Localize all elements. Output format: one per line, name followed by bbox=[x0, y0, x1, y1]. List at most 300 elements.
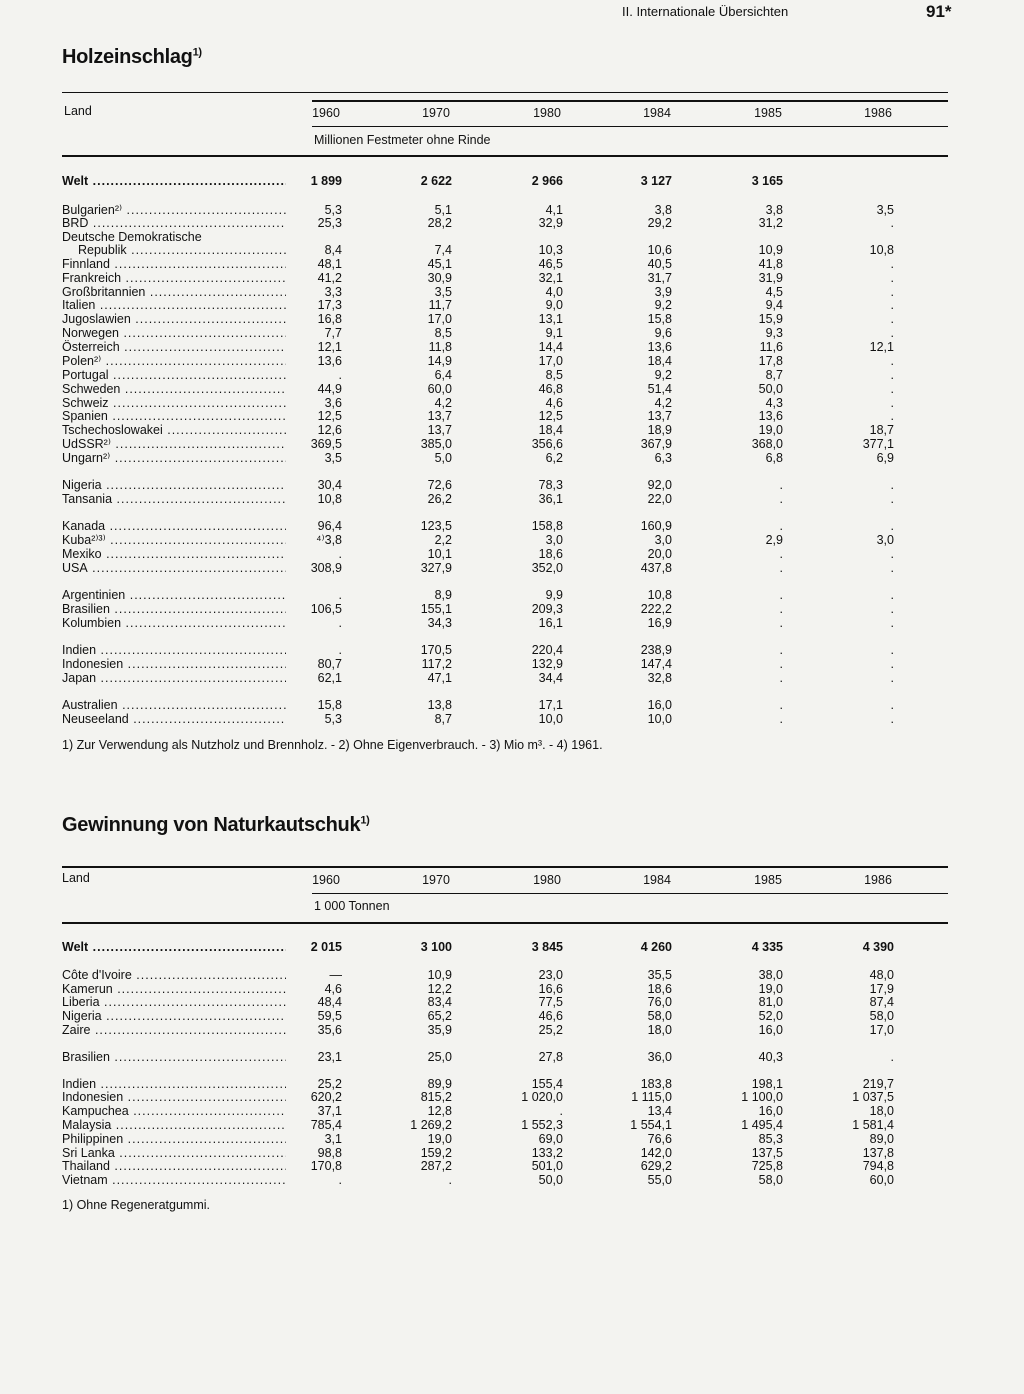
table2-cell: 52,0 bbox=[758, 1009, 783, 1023]
table1-cell: 5,3 bbox=[324, 712, 342, 726]
table2-row bbox=[0, 1132, 1024, 1146]
table1-cell: 9,6 bbox=[654, 326, 672, 340]
table1-cell: 92,0 bbox=[647, 478, 672, 492]
table2-cell: 69,0 bbox=[538, 1132, 563, 1146]
table1-cell: 356,6 bbox=[531, 437, 563, 451]
table1-row-land: Japan ..... bbox=[62, 671, 286, 685]
table1-cell: 62,1 bbox=[317, 671, 342, 685]
table1-cell: 5,0 bbox=[434, 451, 452, 465]
table1-row-land: Indien ..... bbox=[62, 643, 286, 657]
table2-unit: 1 000 Tonnen bbox=[314, 899, 390, 913]
table2-cell: 620,2 bbox=[310, 1090, 342, 1104]
table1-cell: 5,3 bbox=[324, 203, 342, 217]
table2-cell: 19,0 bbox=[758, 982, 783, 996]
table1-cell: 41,8 bbox=[758, 257, 783, 271]
table2-cell: 155,4 bbox=[531, 1077, 563, 1091]
table1-cell: . bbox=[779, 547, 783, 561]
table2-cell: 76,0 bbox=[647, 995, 672, 1009]
table1-cell: 4,5 bbox=[765, 285, 783, 299]
table2-row bbox=[0, 982, 1024, 996]
table2-row bbox=[0, 1009, 1024, 1023]
table1-cell: 1 899 bbox=[310, 174, 342, 188]
table1-cell: 46,8 bbox=[538, 382, 563, 396]
table2-cell: . bbox=[338, 1173, 342, 1187]
table1-cell: 10,3 bbox=[538, 243, 563, 257]
table1-cell: . bbox=[779, 712, 783, 726]
table2-row-land: Liberia ..... bbox=[62, 995, 286, 1009]
table1-cell: . bbox=[779, 519, 783, 533]
table2-cell: 59,5 bbox=[317, 1009, 342, 1023]
table2-footnote: 1) Ohne Regeneratgummi. bbox=[62, 1198, 210, 1212]
table2-cell: 13,4 bbox=[647, 1104, 672, 1118]
table2-top-rule bbox=[62, 866, 948, 868]
table1-cell: 4,2 bbox=[654, 396, 672, 410]
table1-cell: 7,4 bbox=[434, 243, 452, 257]
table2-cell: 1 552,3 bbox=[521, 1118, 563, 1132]
table1-cell: 51,4 bbox=[647, 382, 672, 396]
table2-row bbox=[0, 1104, 1024, 1118]
table1-cell: . bbox=[779, 588, 783, 602]
table2-row-land: Kampuchea ..... bbox=[62, 1104, 286, 1118]
table1-cell: 13,7 bbox=[427, 423, 452, 437]
table2-row bbox=[0, 1090, 1024, 1104]
table1-cell: 41,2 bbox=[317, 271, 342, 285]
table2-cell: 3 845 bbox=[531, 940, 563, 954]
table1-row bbox=[0, 409, 1024, 423]
table2-row bbox=[0, 1159, 1024, 1173]
table1-cell: 15,8 bbox=[647, 312, 672, 326]
table2-cell: 58,0 bbox=[647, 1009, 672, 1023]
table1-cell: 4,2 bbox=[434, 396, 452, 410]
table1-row-land: Tschechoslowakei ..... bbox=[62, 423, 286, 437]
table2-cell: 785,4 bbox=[310, 1118, 342, 1132]
table1-footnote: 1) Zur Verwendung als Nutzholz und Brennholz. - 2) Ohne Eigenverbrauch. - 3) Mio m³. - 4) 1961. bbox=[62, 738, 603, 752]
table1-row bbox=[0, 203, 1024, 217]
table1-cell: 3,3 bbox=[324, 285, 342, 299]
table1-row-land: Australien ..... bbox=[62, 698, 286, 712]
table1-cell: 10,9 bbox=[758, 243, 783, 257]
table2-cell: 18,6 bbox=[647, 982, 672, 996]
table1-cell: . bbox=[890, 216, 894, 230]
table2-cell: 87,4 bbox=[869, 995, 894, 1009]
table2-row bbox=[0, 940, 1024, 954]
table1-row-land: Norwegen ..... bbox=[62, 326, 286, 340]
table2-cell: 12,2 bbox=[427, 982, 452, 996]
table1-cell: 2,2 bbox=[434, 533, 452, 547]
table2-cell: 35,9 bbox=[427, 1023, 452, 1037]
table1-cell: 22,0 bbox=[647, 492, 672, 506]
table2-cell: 60,0 bbox=[869, 1173, 894, 1187]
table1-cell: 18,6 bbox=[538, 547, 563, 561]
table1-cell: 3,5 bbox=[876, 203, 894, 217]
table1-cell: 19,0 bbox=[758, 423, 783, 437]
table1-cell: 11,6 bbox=[759, 340, 783, 354]
table1-cell: 6,8 bbox=[765, 451, 783, 465]
table2-cell: 98,8 bbox=[317, 1146, 342, 1160]
table2-cell: 3 100 bbox=[420, 940, 452, 954]
table1-cell: 26,2 bbox=[427, 492, 452, 506]
table1-cell: 3,0 bbox=[876, 533, 894, 547]
table1-row bbox=[0, 519, 1024, 533]
table2-cell: 35,5 bbox=[647, 968, 672, 982]
table1-cell: 9,9 bbox=[545, 588, 563, 602]
table1-cell: 18,7 bbox=[869, 423, 894, 437]
table1-cell: 3,9 bbox=[654, 285, 672, 299]
table1-cell: 2,9 bbox=[765, 533, 783, 547]
table1-cell: 10,6 bbox=[647, 243, 672, 257]
table1-row bbox=[0, 326, 1024, 340]
table1-unit-rule bbox=[312, 126, 948, 127]
table1-row bbox=[0, 382, 1024, 396]
table1-row-land: BRD ..... bbox=[62, 216, 286, 230]
table2-title-footnote-mark: 1) bbox=[360, 814, 370, 827]
table1-row bbox=[0, 451, 1024, 465]
table1-cell: 16,1 bbox=[538, 616, 563, 630]
table1-cell: 13,7 bbox=[647, 409, 672, 423]
table2-year-header: 1986 bbox=[864, 873, 892, 887]
table1-cell: 78,3 bbox=[538, 478, 563, 492]
table1-cell: 3,6 bbox=[324, 396, 342, 410]
table1-cell: . bbox=[779, 643, 783, 657]
table2-cell: 815,2 bbox=[420, 1090, 452, 1104]
table1-row bbox=[0, 616, 1024, 630]
table2-cell: 18,0 bbox=[869, 1104, 894, 1118]
table1-cell: 18,9 bbox=[647, 423, 672, 437]
table1-cell: . bbox=[890, 257, 894, 271]
table1-cell: 308,9 bbox=[310, 561, 342, 575]
table2-cell: 159,2 bbox=[420, 1146, 452, 1160]
table1-cell: 17,0 bbox=[427, 312, 452, 326]
table2-row-land: Zaire ..... bbox=[62, 1023, 286, 1037]
table1-cell: . bbox=[338, 547, 342, 561]
table1-row-land: Argentinien ..... bbox=[62, 588, 286, 602]
table2-unit-rule bbox=[312, 893, 948, 894]
table1-row-land: Kanada ..... bbox=[62, 519, 286, 533]
table2-cell: 3,1 bbox=[324, 1132, 342, 1146]
table1-cell: 32,9 bbox=[538, 216, 563, 230]
table1-row-land: Polen²⁾ ..... bbox=[62, 354, 286, 368]
table1-row bbox=[0, 298, 1024, 312]
table1-cell: 12,6 bbox=[317, 423, 342, 437]
table1-cell: 4,0 bbox=[545, 285, 563, 299]
table1-row bbox=[0, 368, 1024, 382]
table1-cell: 8,7 bbox=[434, 712, 452, 726]
table2-year-header: 1985 bbox=[754, 873, 782, 887]
table1-row bbox=[0, 712, 1024, 726]
table1-cell: . bbox=[779, 698, 783, 712]
table1-cell: . bbox=[890, 616, 894, 630]
table1-cell: 9,2 bbox=[654, 298, 672, 312]
table1-cell: 155,1 bbox=[420, 602, 452, 616]
table1-cell: 46,5 bbox=[538, 257, 563, 271]
table1-cell: 4,1 bbox=[545, 203, 563, 217]
table1-cell: 8,5 bbox=[545, 368, 563, 382]
table1-cell: 6,2 bbox=[545, 451, 563, 465]
table1-row-land: Jugoslawien ..... bbox=[62, 312, 286, 326]
table2-cell: 287,2 bbox=[420, 1159, 452, 1173]
table1-row bbox=[0, 492, 1024, 506]
table2-cell: 17,0 bbox=[869, 1023, 894, 1037]
table2-year-header: 1960 bbox=[312, 873, 340, 887]
table2-cell: 133,2 bbox=[531, 1146, 563, 1160]
table1-row-land: Ungarn²⁾ ..... bbox=[62, 451, 286, 465]
table1-row bbox=[0, 285, 1024, 299]
table1-cell: 10,0 bbox=[538, 712, 563, 726]
table1-cell: 15,8 bbox=[317, 698, 342, 712]
table2-row bbox=[0, 1050, 1024, 1064]
table1-cell: 80,7 bbox=[317, 657, 342, 671]
table1-cell: . bbox=[890, 409, 894, 423]
table2-year-header: 1984 bbox=[643, 873, 671, 887]
table2-cell: 183,8 bbox=[640, 1077, 672, 1091]
table2-row bbox=[0, 1077, 1024, 1091]
table2-cell: 219,7 bbox=[862, 1077, 894, 1091]
table2-cell: 629,2 bbox=[640, 1159, 672, 1173]
table2-row-land: Vietnam ..... bbox=[62, 1173, 286, 1187]
table2-row bbox=[0, 995, 1024, 1009]
table1-cell: 6,3 bbox=[654, 451, 672, 465]
table2-cell: 85,3 bbox=[758, 1132, 783, 1146]
table1-cell: 16,0 bbox=[647, 698, 672, 712]
table1-row bbox=[0, 216, 1024, 230]
table2-cell: 58,0 bbox=[758, 1173, 783, 1187]
table1-cell: 11,7 bbox=[428, 298, 452, 312]
table1-row bbox=[0, 533, 1024, 547]
table1-cell: . bbox=[890, 698, 894, 712]
table1-cell: 17,8 bbox=[758, 354, 783, 368]
table2-row-land: Welt ..... bbox=[62, 940, 286, 954]
table2-row bbox=[0, 968, 1024, 982]
table1-row bbox=[0, 643, 1024, 657]
table1-cell: 132,9 bbox=[531, 657, 563, 671]
table1-cell: . bbox=[890, 382, 894, 396]
table1-cell: 30,9 bbox=[427, 271, 452, 285]
table1-row bbox=[0, 340, 1024, 354]
table1-cell: . bbox=[890, 368, 894, 382]
table1-unit: Millionen Festmeter ohne Rinde bbox=[314, 133, 491, 147]
table1-cell: 60,0 bbox=[427, 382, 452, 396]
table2-cell: 19,0 bbox=[427, 1132, 452, 1146]
table1-row-land: Finnland ..... bbox=[62, 257, 286, 271]
table1-cell: 13,1 bbox=[538, 312, 563, 326]
table1-cell: 31,9 bbox=[758, 271, 783, 285]
table2-cell: 4 260 bbox=[640, 940, 672, 954]
table2-cell: 17,9 bbox=[869, 982, 894, 996]
table2-cell: 58,0 bbox=[869, 1009, 894, 1023]
table2-cell: — bbox=[329, 968, 342, 982]
table1-cell: 18,4 bbox=[647, 354, 672, 368]
table1-cell: 28,2 bbox=[427, 216, 452, 230]
table1-title-text: Holzeinschlag bbox=[62, 46, 193, 68]
table1-row-land: Mexiko ..... bbox=[62, 547, 286, 561]
table1-cell: 8,5 bbox=[434, 326, 452, 340]
table2-cell: 81,0 bbox=[758, 995, 783, 1009]
table1-cell: 47,1 bbox=[427, 671, 452, 685]
table2-cell: . bbox=[448, 1173, 452, 1187]
table1-row bbox=[0, 396, 1024, 410]
table1-cell: 48,1 bbox=[317, 257, 342, 271]
table1-cell: ⁴⁾3,8 bbox=[316, 533, 342, 547]
table1-cell: 7,7 bbox=[324, 326, 342, 340]
table1-cell: 106,5 bbox=[310, 602, 342, 616]
table1-row-land: Großbritannien ..... bbox=[62, 285, 286, 299]
table2-cell: 198,1 bbox=[751, 1077, 783, 1091]
table2-cell: 35,6 bbox=[317, 1023, 342, 1037]
table1-cell: 123,5 bbox=[420, 519, 452, 533]
table1-cell: 220,4 bbox=[531, 643, 563, 657]
table1-cell: 12,5 bbox=[317, 409, 342, 423]
table1-cell: 3 127 bbox=[640, 174, 672, 188]
table1-row-land: Deutsche Demokratische bbox=[62, 230, 202, 244]
table2-cell: 25,2 bbox=[317, 1077, 342, 1091]
table2-cell: 1 495,4 bbox=[741, 1118, 783, 1132]
table1-cell: 25,3 bbox=[317, 216, 342, 230]
table1-row bbox=[0, 602, 1024, 616]
table1-row-land: Nigeria ..... bbox=[62, 478, 286, 492]
table1-cell: 45,1 bbox=[427, 257, 452, 271]
table2-cell: 65,2 bbox=[427, 1009, 452, 1023]
table2-cell: 1 115,0 bbox=[631, 1090, 672, 1104]
table1-cell: . bbox=[890, 354, 894, 368]
table1-row-land: Kuba²⁾³⁾ ..... bbox=[62, 533, 286, 547]
table1-cell: 10,8 bbox=[317, 492, 342, 506]
table1-row-land: Frankreich ..... bbox=[62, 271, 286, 285]
table2-row-land: Indien ..... bbox=[62, 1077, 286, 1091]
table2-row-land: Malaysia ..... bbox=[62, 1118, 286, 1132]
table1-cell: . bbox=[890, 271, 894, 285]
table2-cell: 16,6 bbox=[538, 982, 563, 996]
table2-cell: 23,0 bbox=[538, 968, 563, 982]
table1-cell: . bbox=[890, 519, 894, 533]
table1-cell: . bbox=[890, 326, 894, 340]
table1-cell: 367,9 bbox=[640, 437, 672, 451]
table1-row-land: Brasilien ..... bbox=[62, 602, 286, 616]
table2-cell: 12,8 bbox=[427, 1104, 452, 1118]
table1-row bbox=[0, 437, 1024, 451]
table1-row bbox=[0, 657, 1024, 671]
table1-row bbox=[0, 312, 1024, 326]
table2-cell: 4,6 bbox=[324, 982, 342, 996]
table1-cell: . bbox=[779, 561, 783, 575]
table1-cell: 36,1 bbox=[538, 492, 563, 506]
table1-cell: 3,0 bbox=[654, 533, 672, 547]
table2-cell: 25,2 bbox=[538, 1023, 563, 1037]
table1-cell: 96,4 bbox=[317, 519, 342, 533]
table1-row bbox=[0, 561, 1024, 575]
table1-cell: 3,8 bbox=[765, 203, 783, 217]
table1-cell: 4,3 bbox=[765, 396, 783, 410]
table2-cell: 10,9 bbox=[427, 968, 452, 982]
table1-cell: 72,6 bbox=[427, 478, 452, 492]
table2-row bbox=[0, 1146, 1024, 1160]
table1-cell: 3 165 bbox=[751, 174, 783, 188]
table1-year-header: 1980 bbox=[533, 106, 561, 120]
table2-row-land: Nigeria ..... bbox=[62, 1009, 286, 1023]
table1-cell: . bbox=[890, 478, 894, 492]
table1-title-footnote-mark: 1) bbox=[192, 46, 202, 59]
table1-row bbox=[0, 257, 1024, 271]
table2-year-header: 1970 bbox=[422, 873, 450, 887]
table1-cell: 50,0 bbox=[758, 382, 783, 396]
table2-row-land: Indonesien ..... bbox=[62, 1090, 286, 1104]
table1-row bbox=[0, 478, 1024, 492]
table1-cell: 17,0 bbox=[538, 354, 563, 368]
table1-row bbox=[0, 698, 1024, 712]
table1-cell: 12,1 bbox=[869, 340, 894, 354]
table2-row-land: Côte d'Ivoire ..... bbox=[62, 968, 286, 982]
table1-row bbox=[0, 243, 1024, 257]
table1-cell: . bbox=[338, 368, 342, 382]
table1-cell: 9,0 bbox=[545, 298, 563, 312]
table2-cell: 25,0 bbox=[427, 1050, 452, 1064]
table1-cell: 369,5 bbox=[310, 437, 342, 451]
table2-cell: 16,0 bbox=[758, 1104, 783, 1118]
table1-header-rule bbox=[312, 100, 948, 102]
table2-cell: . bbox=[559, 1104, 563, 1118]
table1-cell: . bbox=[779, 478, 783, 492]
table1-cell: 222,2 bbox=[640, 602, 672, 616]
page-number: 91* bbox=[926, 2, 952, 21]
table2-cell: 1 037,5 bbox=[852, 1090, 894, 1104]
table2-cell: 4 390 bbox=[862, 940, 894, 954]
table2-row bbox=[0, 1118, 1024, 1132]
table1-cell: 17,3 bbox=[317, 298, 342, 312]
table1-cell: 29,2 bbox=[647, 216, 672, 230]
table2-cell: 4 335 bbox=[751, 940, 783, 954]
table2-row-land: Kamerun ..... bbox=[62, 982, 286, 996]
table2-cell: 48,4 bbox=[317, 995, 342, 1009]
table1-row-land: Tansania ..... bbox=[62, 492, 286, 506]
table1-cell: 8,4 bbox=[324, 243, 342, 257]
table1-cell: . bbox=[338, 588, 342, 602]
table2-cell: 76,6 bbox=[647, 1132, 672, 1146]
table1-row bbox=[0, 230, 1024, 244]
table1-cell: 10,1 bbox=[427, 547, 452, 561]
table1-cell: 18,4 bbox=[538, 423, 563, 437]
table2-row-land: Philippinen ..... bbox=[62, 1132, 286, 1146]
table2-row bbox=[0, 1023, 1024, 1037]
table1-cell: 117,2 bbox=[421, 657, 452, 671]
table1-cell: 31,7 bbox=[647, 271, 672, 285]
table2-cell: 38,0 bbox=[758, 968, 783, 982]
table1-cell: . bbox=[890, 588, 894, 602]
table1-cell: 3,5 bbox=[324, 451, 342, 465]
table1-row bbox=[0, 671, 1024, 685]
table1-cell: 3,5 bbox=[434, 285, 452, 299]
table2-cell: 89,9 bbox=[427, 1077, 452, 1091]
table1-cell: . bbox=[890, 298, 894, 312]
table1-cell: 11,8 bbox=[428, 340, 452, 354]
table1-row bbox=[0, 547, 1024, 561]
table1-cell: 2 622 bbox=[420, 174, 452, 188]
table1-cell: 12,5 bbox=[538, 409, 563, 423]
table1-cell: 437,8 bbox=[640, 561, 672, 575]
table2-cell: 725,8 bbox=[751, 1159, 783, 1173]
table1-cell: 2 966 bbox=[531, 174, 563, 188]
table1-cell: 20,0 bbox=[647, 547, 672, 561]
table1-row-land: Kolumbien ..... bbox=[62, 616, 286, 630]
table1-cell: 10,8 bbox=[869, 243, 894, 257]
table1-cell: 4,6 bbox=[545, 396, 563, 410]
table2-cell: 50,0 bbox=[538, 1173, 563, 1187]
table2-cell: 23,1 bbox=[317, 1050, 342, 1064]
table1-cell: . bbox=[890, 657, 894, 671]
table1-title bbox=[62, 46, 202, 69]
table1-cell: . bbox=[890, 312, 894, 326]
table2-cell: 1 269,2 bbox=[410, 1118, 452, 1132]
table1-row-land: Österreich ..... bbox=[62, 340, 286, 354]
table1-body-rule bbox=[62, 155, 948, 157]
